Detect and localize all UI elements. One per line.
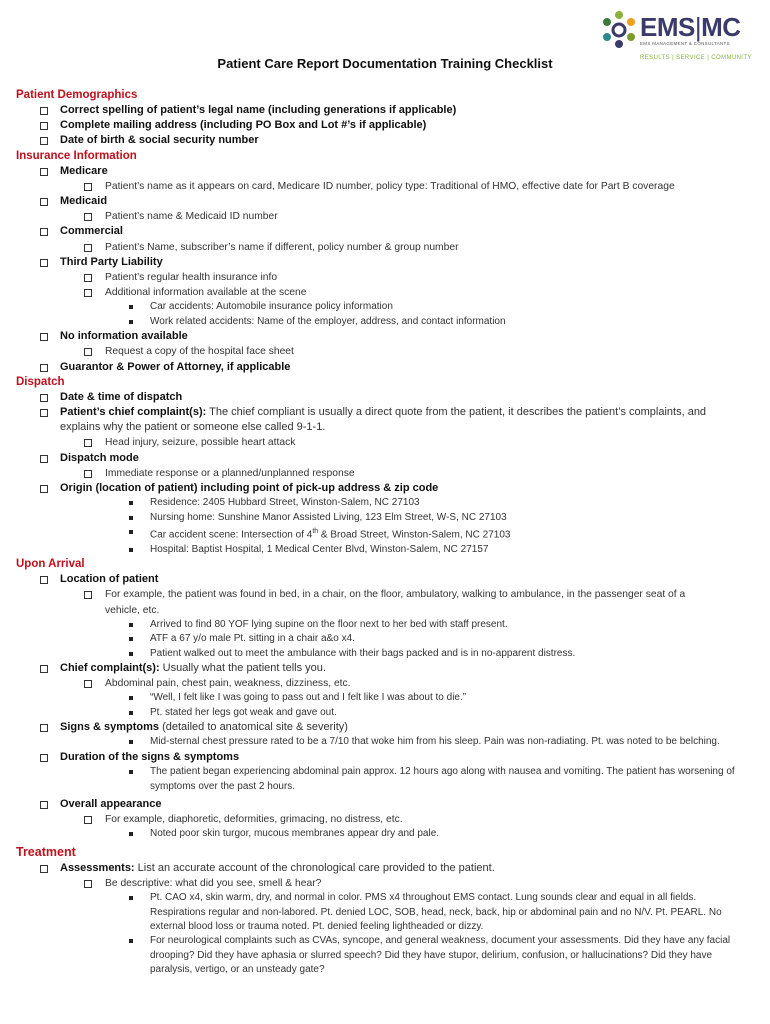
section-heading-dispatch: Dispatch [16,375,65,388]
checklist-subitem: Patient’s name as it appears on card, Medicare ID number, policy type: Traditional of HMO, effective date for Part B coverage [16,179,760,194]
bullet-icon [129,832,133,836]
bullet-icon [129,320,133,324]
bullet-icon [129,637,133,641]
checklist-item: Assessments: List an accurate account of the chronological care provided to the patient. [16,861,760,876]
checklist-item: Patient’s chief complaint(s): The chief compliant is usually a direct quote from the patient, it describes the patient’s complaints, and [16,405,760,420]
section-heading-insurance: Insurance Information [16,149,137,162]
checklist-item: Complete mailing address (including PO Box and Lot #’s if applicable) [16,118,760,133]
bullet-item: Patient walked out to meet the ambulance with their bags packed and is in no-apparent distress. [16,647,760,661]
checkbox[interactable] [40,665,48,673]
bullet-item: For neurological complaints such as CVAs, syncope, and general weakness, document your assessments. Did they have any facial [16,934,760,948]
bullet-item: Pt. CAO x4, skin warm, dry, and normal in color. PMS x4 throughout EMS contact. Lung sounds clear and equal in all fields. [16,891,760,905]
bullet-icon [129,770,133,774]
checklist-subitem: For example, the patient was found in bed, in a chair, on the floor, ambulatory, walking to ambulance, in the passenger seat of a [16,587,760,602]
bullet-item: Noted poor skin turgor, mucous membranes appear dry and pale. [16,827,760,841]
emsmc-logo [600,10,760,61]
checklist-item: Date & time of dispatch [16,390,760,405]
checklist-item-continuation: explains why the patient or someone else called 9-1-1. [60,421,326,434]
checklist-subitem: Immediate response or a planned/unplanned response [16,466,760,481]
checklist-subitem-continuation: vehicle, etc. [105,604,160,616]
checklist-subitem: Head injury, seizure, possible heart attack [16,435,760,450]
bullet-item: Hospital: Baptist Hospital, 1 Medical Center Blvd, Winston-Salem, NC 27157 [16,543,760,557]
bullet-item-continuation: drooping? Did they have aphasia or slurred speech? Did they have stupor, delirium, confusion, or hallucinations? Did they have [150,949,713,961]
checklist-item: Dispatch mode [16,451,760,466]
checkbox[interactable] [84,289,92,297]
bullet-icon [129,530,133,534]
checkbox[interactable] [40,333,48,341]
bullet-item: Work related accidents: Name of the employer, address, and contact information [16,315,760,329]
checkbox[interactable] [84,470,92,478]
bullet-item: Residence: 2405 Hubbard Street, Winston-Salem, NC 27103 [16,496,760,510]
checkbox[interactable] [84,213,92,221]
bullet-item-continuation: external blood loss or trauma noted. Pt. denied feeling lightheaded or dizzy. [150,920,484,932]
bullet-item: The patient began experiencing abdominal pain approx. 12 hours ago along with nausea and vomiting. The patient has worsening of [16,765,760,779]
bullet-item: Car accident scene: Intersection of 4th & Broad Street, Winston-Salem, NC 27103 [16,525,760,543]
bullet-icon [129,711,133,715]
bullet-item: Nursing home: Sunshine Manor Assisted Living, 123 Elm Street, W-S, NC 27103 [16,511,760,525]
bullet-item: “Well, I felt like I was going to pass out and I felt like I was about to die.” [16,691,760,705]
checkbox[interactable] [40,724,48,732]
checklist-item: Origin (location of patient) including point of pick-up address & zip code [16,481,760,496]
checklist-subitem: For example, diaphoretic, deformities, grimacing, no distress, etc. [16,812,760,827]
bullet-icon [129,516,133,520]
section-heading-arrival: Upon Arrival [16,558,85,571]
checkbox[interactable] [40,168,48,176]
checklist-subitem: Abdominal pain, chest pain, weakness, dizziness, etc. [16,676,760,691]
checklist [16,88,760,978]
logo-wordmark: EMS|MC [640,12,741,42]
bullet-item: Arrived to find 80 YOF lying supine on the floor next to her bed with staff present. [16,618,760,632]
bullet-icon [129,740,133,744]
checkbox[interactable] [84,591,92,599]
bullet-icon [129,696,133,700]
checkbox[interactable] [40,394,48,402]
section-heading-demographics: Patient Demographics [16,89,138,101]
checkbox[interactable] [84,680,92,688]
checklist-item: Correct spelling of patient’s legal name (including generations if applicable) [16,103,760,118]
checklist-subitem: Patient’s regular health insurance info [16,270,760,285]
bullet-icon [129,939,133,943]
checkbox[interactable] [40,228,48,236]
checklist-item: Third Party Liability [16,255,760,270]
checklist-subitem: Additional information available at the scene [16,285,760,300]
bullet-item: Car accidents: Automobile insurance policy information [16,300,760,314]
bullet-item: Pt. stated her legs got weak and gave out. [16,706,760,720]
checkbox[interactable] [84,274,92,282]
checklist-item: Duration of the signs & symptoms [16,750,760,765]
checkbox[interactable] [84,244,92,252]
bullet-item-continuation: paralysis, vertigo, or an unsteady gate? [150,964,325,976]
checklist-subitem: Be descriptive: what did you see, smell & hear? [16,876,760,891]
page-title: Patient Care Report Documentation Training Checklist [217,56,553,71]
bullet-item-continuation: Respirations regular and non-labored. Pt. denied LOC, SOB, head, neck, back, hip or abdominal pain and no N/V. Pt. PEARL. No [150,906,722,918]
checkbox[interactable] [40,754,48,762]
checkbox[interactable] [40,137,48,145]
logo-tagline: RESULTS | SERVICE | COMMUNITY [640,55,752,61]
checklist-item: Date of birth & social security number [16,133,760,148]
checklist-item: Location of patient [16,572,760,587]
checklist-item: Chief complaint(s): Usually what the patient tells you. [16,661,760,676]
checklist-item: Overall appearance [16,797,760,812]
checklist-subitem: Patient’s name & Medicaid ID number [16,209,760,224]
checkbox[interactable] [40,455,48,463]
checkbox[interactable] [84,183,92,191]
checklist-item: Guarantor & Power of Attorney, if applicable [16,360,760,375]
bullet-icon [129,896,133,900]
logo-emblem-icon [600,10,638,50]
bullet-icon [129,305,133,309]
checkbox[interactable] [40,865,48,873]
checkbox[interactable] [40,259,48,267]
bullet-icon [129,623,133,627]
bullet-item: ATF a 67 y/o male Pt. sitting in a chair a&o x4. [16,632,760,646]
checklist-item: Medicare [16,164,760,179]
checkbox[interactable] [40,107,48,115]
checkbox[interactable] [40,364,48,372]
bullet-item-continuation: symptoms over the past 2 hours. [150,780,296,792]
checkbox[interactable] [84,816,92,824]
bullet-icon [129,501,133,505]
checkbox[interactable] [40,485,48,493]
checkbox[interactable] [84,348,92,356]
checkbox[interactable] [84,880,92,888]
bullet-item: Mid-sternal chest pressure rated to be a 7/10 that woke him from his sleep. Pain was non-radiating. Pt. was noted to be belching. [16,735,760,749]
checklist-subitem: Request a copy of the hospital face sheet [16,344,760,359]
checklist-subitem: Patient’s Name, subscriber’s name if different, policy number & group number [16,240,760,255]
checkbox[interactable] [40,801,48,809]
checkbox[interactable] [84,439,92,447]
checkbox[interactable] [40,576,48,584]
section-heading-treatment: Treatment [16,844,76,859]
checklist-item: No information available [16,329,760,344]
bullet-icon [129,548,133,552]
checkbox[interactable] [40,409,48,417]
logo-subtitle: EMS MANAGEMENT & CONSULTANTS [640,41,730,46]
checkbox[interactable] [40,198,48,206]
checklist-item: Medicaid [16,194,760,209]
checklist-item: Signs & symptoms (detailed to anatomical site & severity) [16,720,760,735]
checklist-item: Commercial [16,224,760,239]
checkbox[interactable] [40,122,48,130]
bullet-icon [129,652,133,656]
